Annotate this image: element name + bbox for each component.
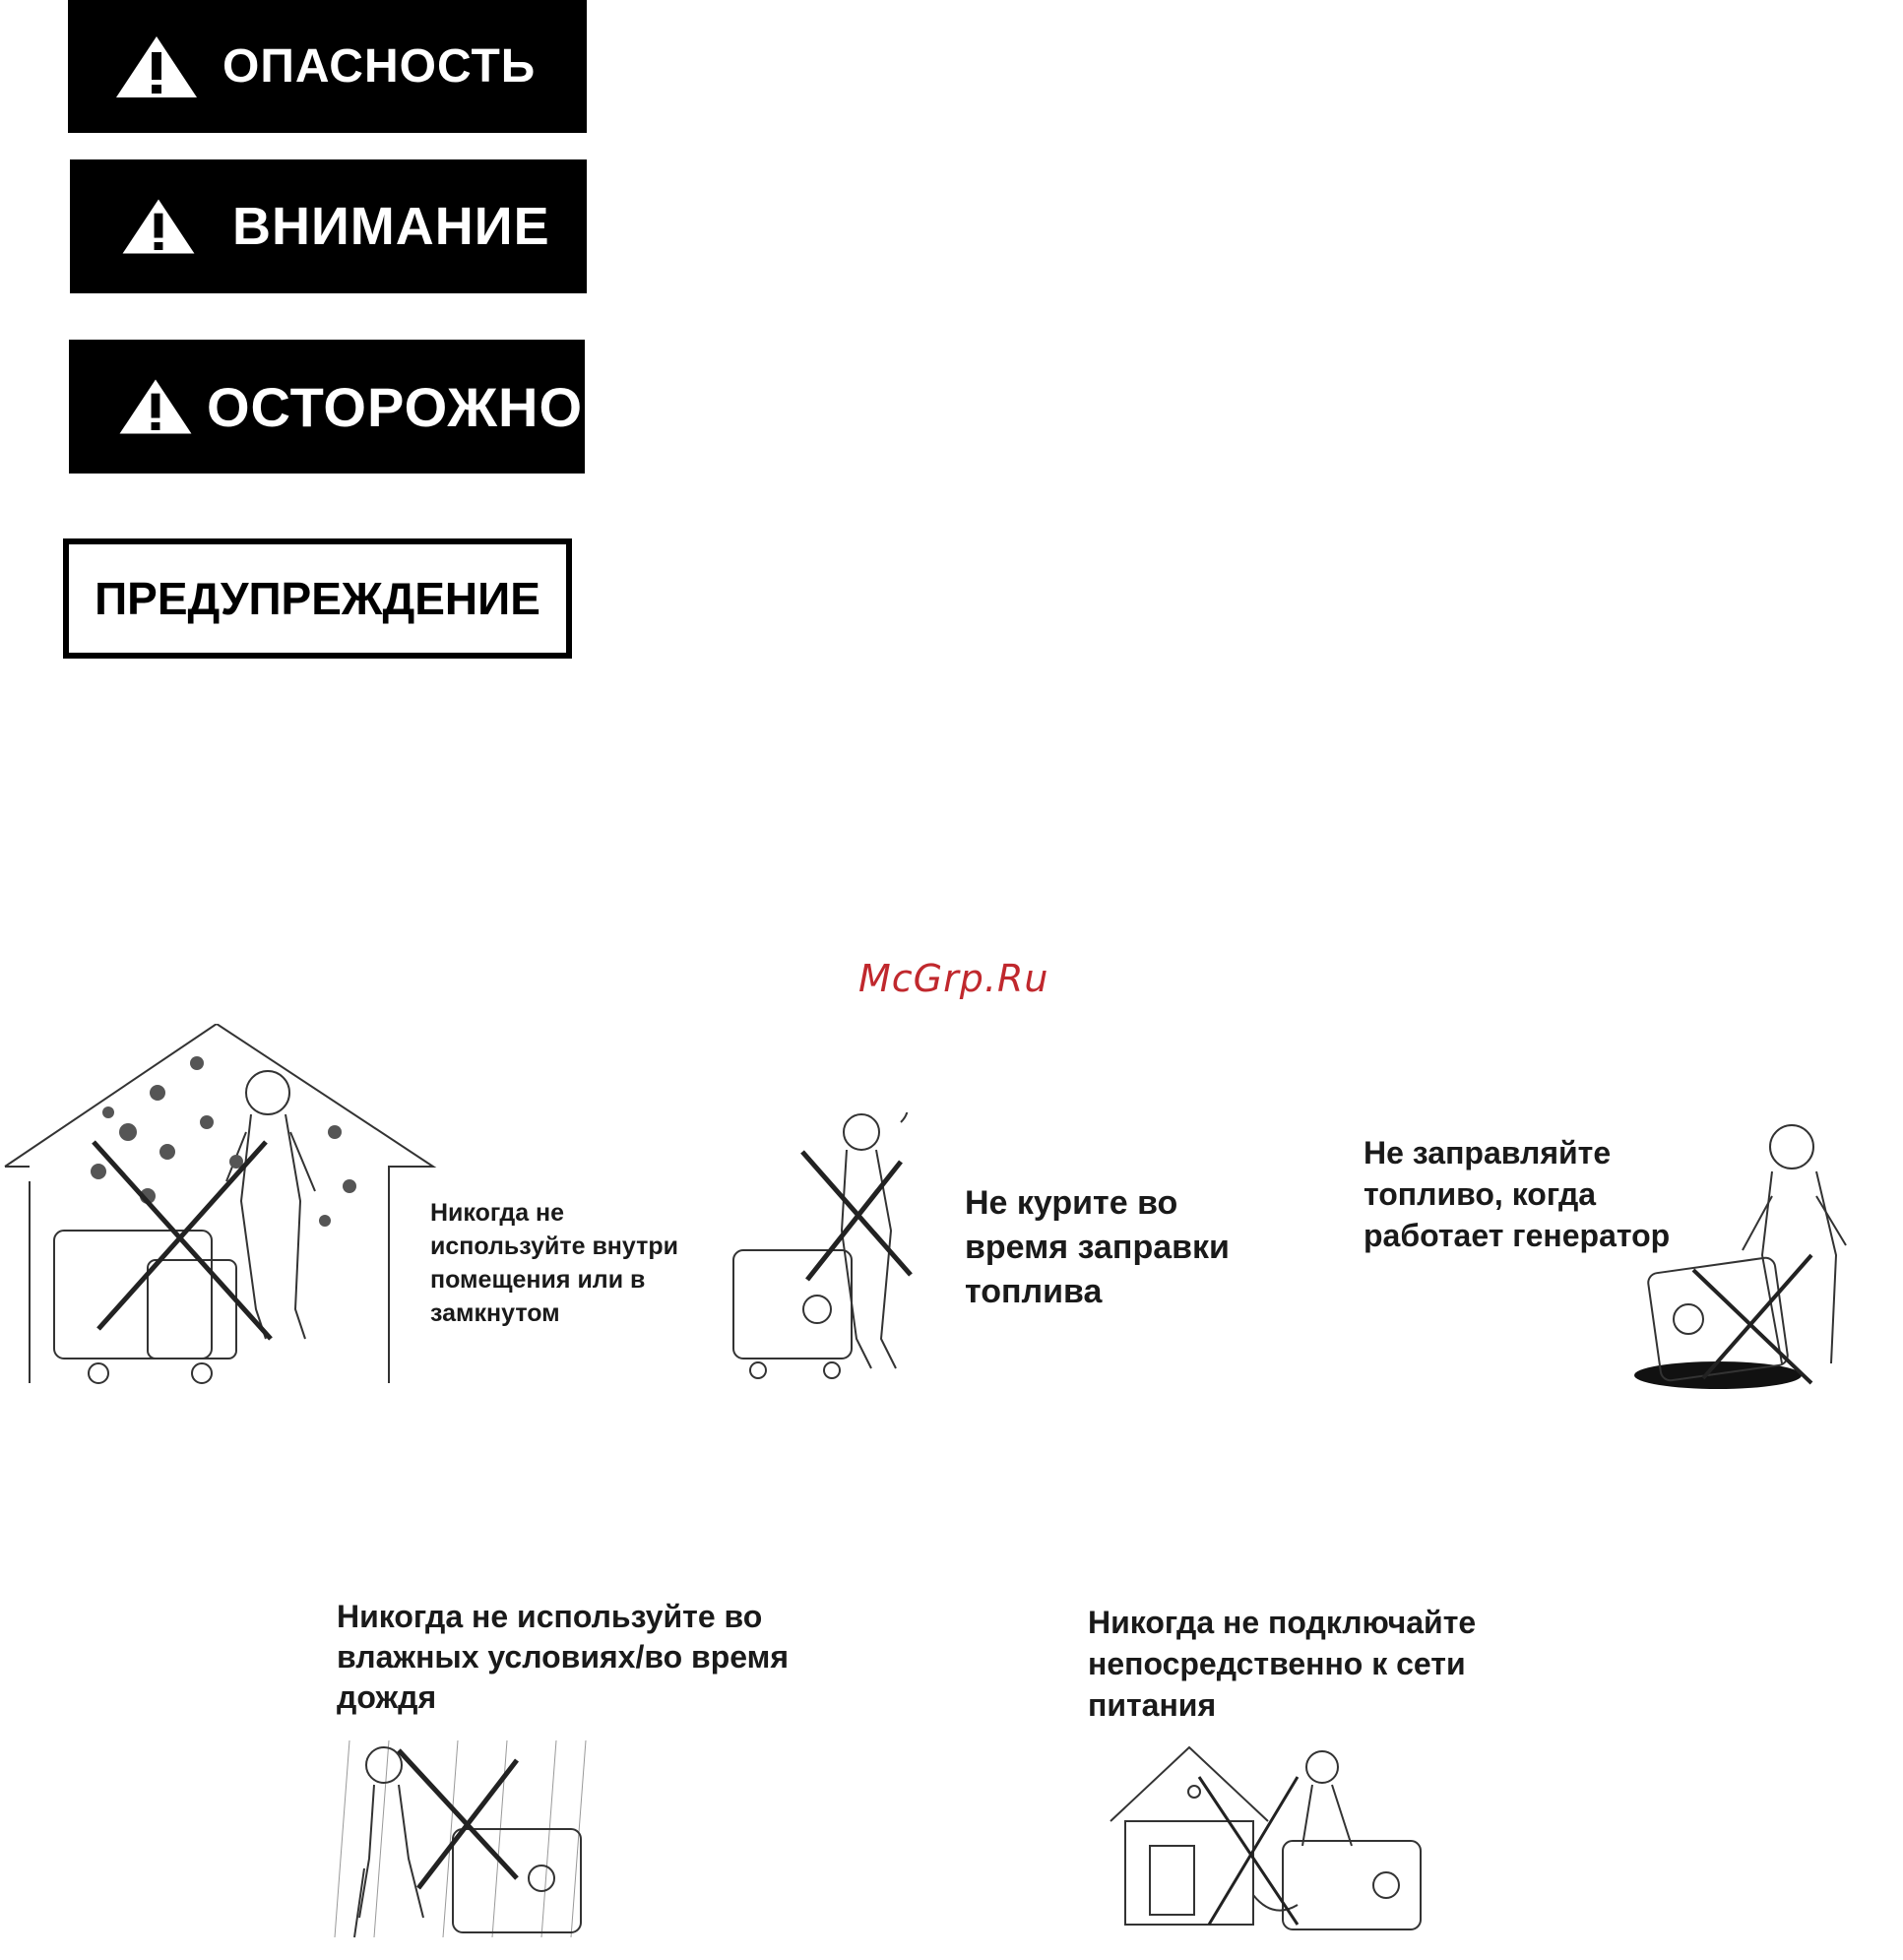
- wet-conditions-illustration: [330, 1740, 596, 1947]
- prohibition-cross-icon: [802, 1152, 911, 1280]
- rule-indoor-caption: Никогда не используйте внутри помещения или в замкнутом: [430, 1199, 679, 1327]
- rule-mains-caption: Никогда не подключайте непосредственно к сети питания: [1088, 1605, 1477, 1723]
- refuel-running-illustration: [1624, 1117, 1880, 1398]
- sign-notice-label: ПРЕДУПРЕЖДЕНИЕ: [95, 573, 540, 624]
- warning-triangle-icon: [116, 374, 195, 439]
- warning-triangle-icon: [119, 194, 198, 259]
- sign-caution-label: ОСТОРОЖНО: [207, 375, 584, 438]
- warning-triangle-icon: [112, 32, 201, 101]
- watermark: McGrp.Ru: [858, 957, 1049, 1000]
- rule-no-smoking-caption: Не курите во время заправки топлива: [965, 1184, 1230, 1310]
- generator-icon: [724, 1112, 940, 1388]
- prohibition-cross-icon: [399, 1750, 517, 1888]
- indoor-use-illustration: [0, 1024, 443, 1393]
- rule-refuel-caption: Не заправляйте топливо, когда работает генератор: [1364, 1135, 1671, 1253]
- sign-danger: [68, 0, 587, 133]
- worker-icon: [1624, 1117, 1880, 1398]
- house-icon: [0, 1024, 443, 1393]
- sign-danger-label: ОПАСНОСТЬ: [222, 40, 537, 93]
- no-smoking-illustration: [724, 1112, 940, 1388]
- mains-connection-illustration: [1101, 1738, 1435, 1939]
- generator-icon: [330, 1740, 596, 1947]
- sign-warning-label: ВНИМАНИЕ: [232, 197, 550, 256]
- rule-wet-caption: Никогда не используйте во влажных условиях/во время дождя: [337, 1599, 789, 1715]
- sign-caution: [69, 340, 585, 474]
- sign-warning: [70, 159, 587, 293]
- house-icon: [1101, 1738, 1435, 1939]
- sign-notice: [63, 538, 572, 659]
